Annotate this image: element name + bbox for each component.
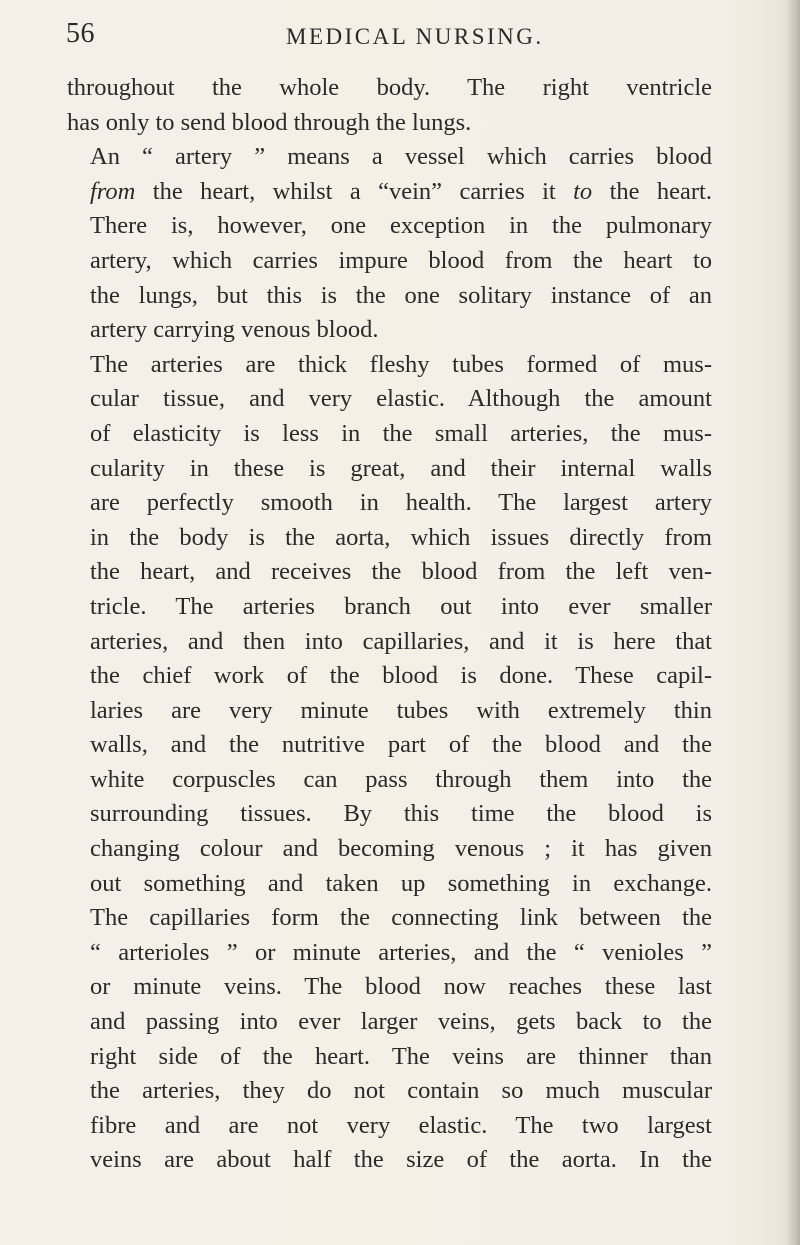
text-line: laries are very minute tubes with extremely thin [90, 696, 712, 724]
text-line: the arteries, they do not contain so much muscular [90, 1077, 712, 1105]
text-line: The capillaries form the connecting link between the [90, 904, 712, 932]
text-line: right side of the heart. The veins are thinner than [90, 1042, 712, 1070]
text-line: artery, which carries impure blood from the heart to [90, 246, 712, 274]
text-line: arteries, and then into capillaries, and it is here that [90, 627, 712, 655]
paragraph-2 [67, 140, 712, 348]
text-line: out something and taken up something in exchange. [90, 869, 712, 897]
text-line: changing colour and becoming venous ; it has given [90, 835, 712, 863]
text-line: tricle. The arteries branch out into ever smaller [90, 592, 712, 620]
text-line: throughout the whole body. The right ventricle [67, 74, 712, 101]
text-line: white corpuscles can pass through them into the [90, 765, 712, 793]
page-edge-shadow [786, 0, 800, 1245]
text-line: cularity in these is great, and their internal walls [90, 454, 712, 482]
text-line: the heart, and receives the blood from the left ven- [90, 558, 712, 586]
text-line: the lungs, but this is the one solitary instance of an [90, 281, 712, 309]
text-segment: the heart, whilst a “vein” carries it [135, 177, 574, 205]
page-number: 56 [66, 18, 95, 49]
text-line: veins are about half the size of the aorta. In the [90, 1146, 712, 1174]
text-segment: the heart. [592, 177, 712, 205]
text-line: in the body is the aorta, which issues directly from [90, 523, 712, 551]
text-line: walls, and the nutritive part of the blood and the [90, 731, 712, 759]
text-line: There is, however, one exception in the pulmonary [90, 212, 712, 240]
text-line: the chief work of the blood is done. These capil- [90, 662, 712, 690]
text-line: are perfectly smooth in health. The largest artery [90, 489, 712, 517]
page-header [66, 18, 728, 62]
text-line: of elasticity is less in the small arteries, the mus- [90, 419, 712, 447]
text-line: An “ artery ” means a vessel which carries blood [90, 143, 712, 171]
running-head: MEDICAL NURSING. [286, 24, 544, 49]
italic-word-to: to [573, 177, 593, 205]
text-line: fibre and are not very elastic. The two largest [90, 1111, 712, 1139]
text-line: artery carrying venous blood. [90, 316, 379, 344]
paragraph-1 [67, 71, 712, 140]
italic-word-from: from [90, 177, 136, 205]
text-line: and passing into ever larger veins, gets back to the [90, 1008, 712, 1036]
text-line: has only to send blood through the lungs. [67, 108, 472, 136]
body-text [67, 71, 712, 1178]
text-line: cular tissue, and very elastic. Although the amount [90, 385, 712, 413]
text-line: surrounding tissues. By this time the blood is [90, 800, 712, 828]
text-line: The arteries are thick fleshy tubes formed of mus- [90, 350, 712, 378]
text-line: “ arterioles ” or minute arteries, and the “ venioles ” [90, 938, 712, 966]
paragraph-3 [67, 348, 712, 1178]
text-line: or minute veins. The blood now reaches these last [90, 973, 712, 1001]
text-line-with-italics [67, 175, 712, 210]
